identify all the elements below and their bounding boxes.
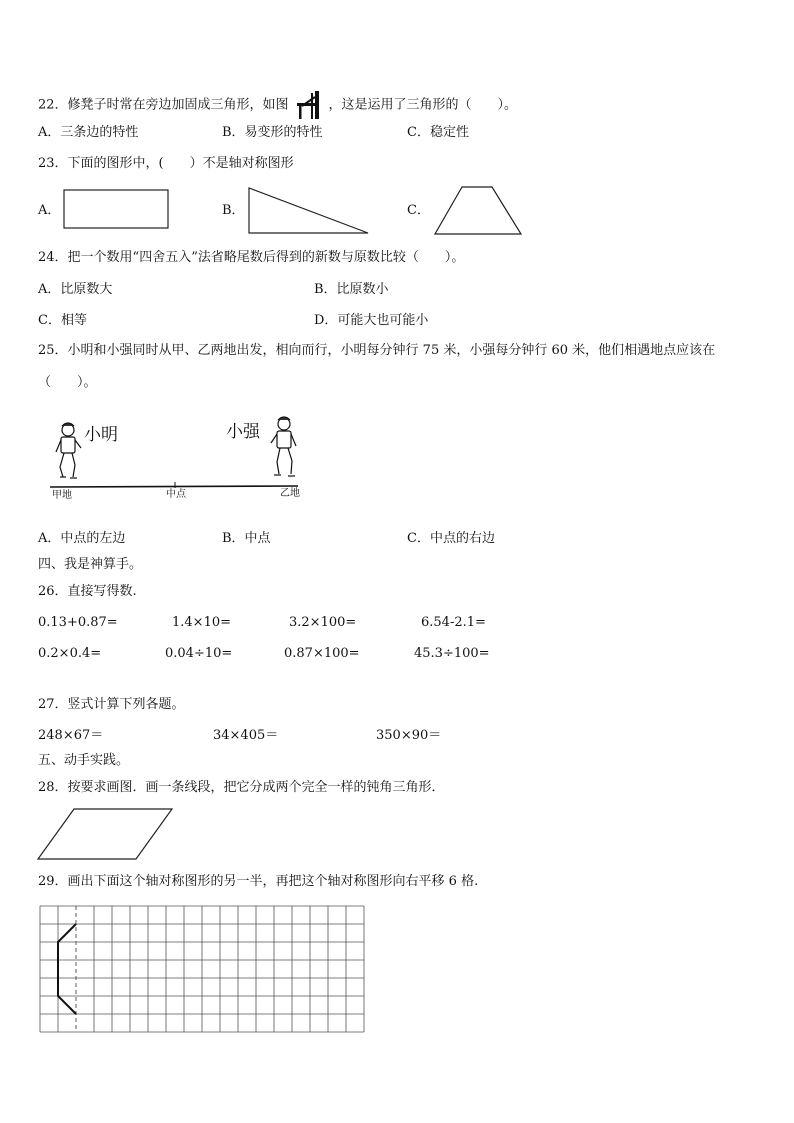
q26-item: 0.87×100=: [284, 646, 360, 661]
q28-question: 28．按要求画图．画一条线段，把它分成两个完全一样的钝角三角形．: [38, 780, 445, 795]
square-grid[interactable]: [38, 902, 372, 1038]
q26-item: 0.13+0.87=: [38, 615, 118, 630]
q26-item: 1.4×10=: [172, 615, 232, 630]
right-triangle-shape: [247, 186, 371, 236]
q25-option-b[interactable]: B．中点: [222, 531, 271, 546]
walker-left-icon: [56, 423, 81, 478]
q23-question: 23．下面的图形中，( ）不是轴对称图形: [38, 156, 294, 171]
q22-option-b[interactable]: B．易变形的特性: [222, 125, 323, 140]
q26-item: 6.54-2.1=: [421, 615, 486, 630]
q27-question: 27．竖式计算下列各题。: [38, 697, 185, 712]
q23-option-b[interactable]: B．: [222, 203, 245, 218]
q25-option-a[interactable]: A．中点的左边: [38, 531, 126, 546]
label-midpoint: 中点: [166, 489, 186, 500]
q25-figure: [40, 410, 310, 508]
q25-option-c[interactable]: C．中点的右边: [407, 531, 495, 546]
trapezoid-shape: [432, 184, 524, 236]
q26-item: 3.2×100=: [289, 615, 357, 630]
q22-text-after: ，这是运用了三角形的（ ）。: [328, 97, 518, 113]
q23-option-a[interactable]: A．: [38, 203, 61, 218]
q27-item: 350×90＝: [376, 728, 442, 743]
q24-option-a[interactable]: A．比原数大: [38, 282, 113, 297]
q29-question: 29．画出下面这个轴对称图形的另一半，再把这个轴对称图形向右平移 6 格.: [38, 874, 479, 889]
q24-question: 24．把一个数用“四舍五入”法省略尾数后得到的新数与原数比较（ ）。: [38, 250, 465, 265]
q27-item: 248×67＝: [38, 728, 104, 743]
parallelogram-shape: [36, 806, 176, 862]
name-xiaoqiang: 小强: [226, 422, 260, 442]
q26-question: 26．直接写得数.: [38, 584, 137, 599]
rectangle-shape: [62, 188, 172, 232]
q22-text-before: 22．修凳子时常在旁边加固成三角形，如图: [38, 97, 289, 113]
stool-figure: [293, 89, 325, 121]
q24-option-c[interactable]: C．相等: [38, 313, 87, 328]
q24-option-d[interactable]: D．可能大也可能小: [314, 313, 429, 328]
q26-item: 45.3÷100=: [414, 646, 490, 661]
label-jia-di: 甲地: [52, 490, 72, 501]
name-xiaoming: 小明: [84, 425, 118, 445]
q25-question-line1: 25．小明和小强同时从甲、乙两地出发，相向而行，小明每分钟行 75 米，小强每分钟行 60 米，他们相遇地点应该在: [38, 343, 716, 358]
section-4-title: 四、我是神算手。: [38, 557, 143, 572]
half-figure-outline: [58, 924, 76, 1014]
q22-option-c[interactable]: C．稳定性: [407, 125, 469, 140]
label-yi-di: 乙地: [280, 488, 300, 499]
q23-option-c[interactable]: C．: [407, 203, 430, 218]
q27-item: 34×405＝: [213, 728, 279, 743]
q22-option-a[interactable]: A．三条边的特性: [38, 125, 139, 140]
q22-question: [38, 89, 517, 121]
walker-right-icon: [271, 417, 296, 476]
q25-question-line2: （ ）。: [38, 375, 97, 390]
q26-item: 0.04÷10=: [165, 646, 233, 661]
q26-item: 0.2×0.4=: [38, 646, 102, 661]
q24-option-b[interactable]: B．比原数小: [314, 282, 389, 297]
section-5-title: 五、动手实践。: [38, 753, 130, 768]
